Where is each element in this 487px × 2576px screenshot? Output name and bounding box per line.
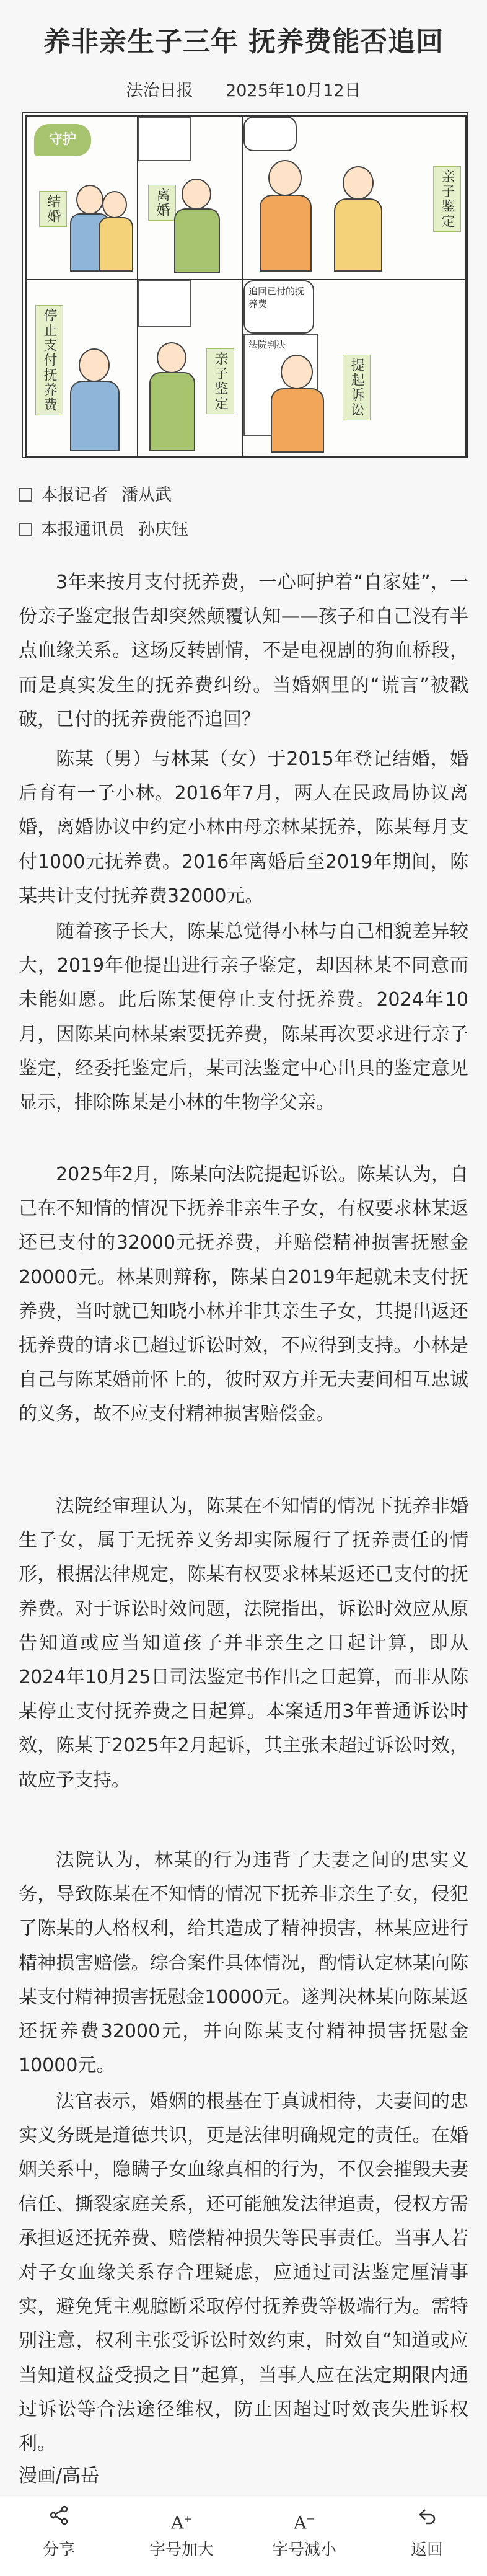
reporter-name: 潘从武: [121, 485, 172, 505]
article-paragraph: 法院认为，林某的行为违背了夫妻之间的忠实义务，导致陈某在不知情的情况下抚养非亲生子女，侵犯了陈某的人格权利，给其造成了精神损害，林某应进行精神损害赔偿。综合案件具体情况，酌情认定林某向陈某支付精神损害抚慰金10000元。遂判决林某向陈某返还抚养费32000元，并向陈某支付精神损害抚慰金10000元。: [19, 1849, 468, 2077]
back-label: 返回: [410, 2541, 443, 2559]
byline-correspondent: [19, 516, 188, 540]
comic-caption-lawsuit: 提起诉讼: [343, 355, 371, 420]
font-decrease-icon: A−: [294, 2512, 315, 2533]
comic-figure-head: [343, 166, 374, 200]
checkbox-icon: [19, 488, 32, 502]
article-paragraph: 3年来按月支付抚养费，一心呵护着“自家娃”，一份亲子鉴定报告却突然颠覆认知——孩子和自己没有半点血缘关系。这场反转剧情，不是电视剧的狗血桥段，而是真实发生的抚养费纠纷。当婚姻里的“谎言”被戳破，已付的抚养费能否追回？: [19, 572, 468, 730]
comic-logo: 守护: [34, 124, 91, 156]
correspondent-role: 本报通讯员: [41, 520, 125, 539]
comic-caption-stop-payment: 停止支付抚养费: [35, 305, 63, 415]
comic-panel-divorce: [137, 115, 244, 280]
article-paragraph: 陈某（男）与林某（女）于2015年登记结婚，婚后育有一子小林。2016年7月，两人在民政局协议离婚，离婚协议中约定小林由母亲林某抚养，陈某每月支付1000元抚养费。2016年离婚后至2019年期间，陈某共计支付抚养费32000元。: [19, 748, 468, 907]
byline-reporter: [19, 481, 172, 505]
comic-figure-head: [268, 160, 302, 196]
font-increase-icon: A+: [171, 2512, 192, 2533]
illustration-credit: 漫画/高岳: [19, 2465, 100, 2487]
share-button[interactable]: [19, 2505, 99, 2567]
comic-speech-bubble: [244, 117, 297, 151]
comic-figure-body: [271, 388, 324, 453]
article-title: 养非亲生子三年 抚养费能否追回: [43, 26, 444, 58]
article-paragraph: 2025年2月，陈某向法院提起诉讼。陈某认为，自己在不知情的情况下抚养非亲生子女，有权要求林某返还已支付的32000元抚养费，并赔偿精神损害抚慰金20000元。林某则辩称，陈某自2019年起就未支付抚养费，当时就已知晓小林并非其亲生子女，其提出返还抚养费的请求已超过诉讼时效，不应得到支持。小林是自己与陈某婚前怀上的，彼时双方并无夫妻间相互忠诚的义务，故不应支付精神损害赔偿金。: [19, 1164, 468, 1425]
article-paragraph: 法院经审理认为，陈某在不知情的情况下抚养非婚生子女，属于无抚养义务却实际履行了抚养责任的情形，根据法律规定，陈某有权要求林某返还已支付的抚养费。对于诉讼时效问题，法院指出，诉讼时效应从原告知道或应当知道孩子并非亲生之日起计算，即从2024年10月25日司法鉴定书作出之日起算，而非从陈某停止支付抚养费之日起算。本案适用3年普通诉讼时效，陈某于2025年2月起诉，其主张未超过诉讼时效，故应予支持。: [19, 1495, 468, 1791]
comic-figure-head: [157, 342, 186, 373]
comic-caption-test: 亲子鉴定: [206, 348, 234, 414]
comic-court-verdict: 法院判决: [244, 334, 318, 436]
article-meta: [0, 77, 487, 101]
comic-speech-bubble: 追回已付的抚养费: [244, 280, 314, 334]
share-label: 分享: [42, 2541, 75, 2559]
comic-panel-marriage: [25, 115, 138, 280]
comic-document: [138, 280, 191, 327]
article-paragraph: 法官表示，婚姻的根基在于真诚相待，夫妻间的忠实义务既是道德共识，更是法律明确规定的责任。在婚姻关系中，隐瞒子女血缘真相的行为，不仅会摧毁夫妻信任、撕裂家庭关系，还可能触发法律追责，侵权方需承担返还抚养费、赔偿精神损失等民事责任。当事人若对子女血缘关系存合理疑虑，应通过司法鉴定厘清事实，避免凭主观臆断采取停付抚养费等极端行为。需特别注意，权利主张受诉讼时效约束，时效自“知道或应当知道权益受损之日”起算，当事人应在法定期限内通过诉讼等合法途径维权，防止因超过时效丧失胜诉权利。: [19, 2091, 468, 2455]
article-source: 法治日报: [126, 81, 193, 100]
comic-panel-lawsuit: [242, 279, 467, 457]
comic-panel-test: [137, 279, 244, 457]
back-arrow-icon: [387, 2505, 467, 2533]
comic-panel-stop-payment: [25, 279, 138, 457]
article-date: 2025年10月12日: [226, 81, 361, 100]
comic-figure-body: [334, 198, 382, 272]
font-decrease-button[interactable]: [264, 2505, 344, 2567]
comic-illustration: [22, 112, 468, 458]
comic-figure-head: [76, 185, 103, 215]
comic-figure-body: [174, 208, 220, 273]
back-button[interactable]: [387, 2505, 467, 2567]
bottom-toolbar: [0, 2497, 487, 2576]
comic-figure-body: [70, 381, 120, 451]
correspondent-name: 孙庆钰: [138, 520, 188, 539]
comic-figure-head: [79, 348, 110, 382]
comic-figure-head: [281, 355, 313, 389]
comic-figure-body: [260, 195, 312, 272]
comic-document: [138, 117, 191, 161]
font-increase-button[interactable]: [141, 2505, 222, 2567]
comic-panel-paternity: [242, 115, 467, 280]
comic-figure-body: [149, 372, 195, 451]
comic-caption-marriage: 结婚: [39, 191, 67, 227]
share-icon: [19, 2505, 99, 2533]
comic-figure-body: [99, 217, 133, 272]
font-increase-label: 字号加大: [149, 2541, 214, 2559]
article-paragraph: 随着孩子长大，陈某总觉得小林与自己相貌差异较大，2019年他提出进行亲子鉴定，却因林某不同意而未能如愿。此后陈某便停止支付抚养费。2024年10月，因陈某向林某索要抚养费，陈某再次要求进行亲子鉴定，经委托鉴定后，某司法鉴定中心出具的鉴定意见显示，排除陈某是小林的生物学父亲。: [19, 921, 468, 1114]
comic-figure-head: [182, 179, 211, 210]
reporter-role: 本报记者: [41, 485, 108, 505]
comic-caption-divorce: 离婚: [148, 185, 176, 221]
comic-figure-head: [102, 191, 127, 218]
checkbox-icon: [19, 523, 32, 536]
comic-caption-paternity-test: 亲子鉴定: [433, 166, 461, 232]
font-decrease-label: 字号减小: [271, 2541, 336, 2559]
